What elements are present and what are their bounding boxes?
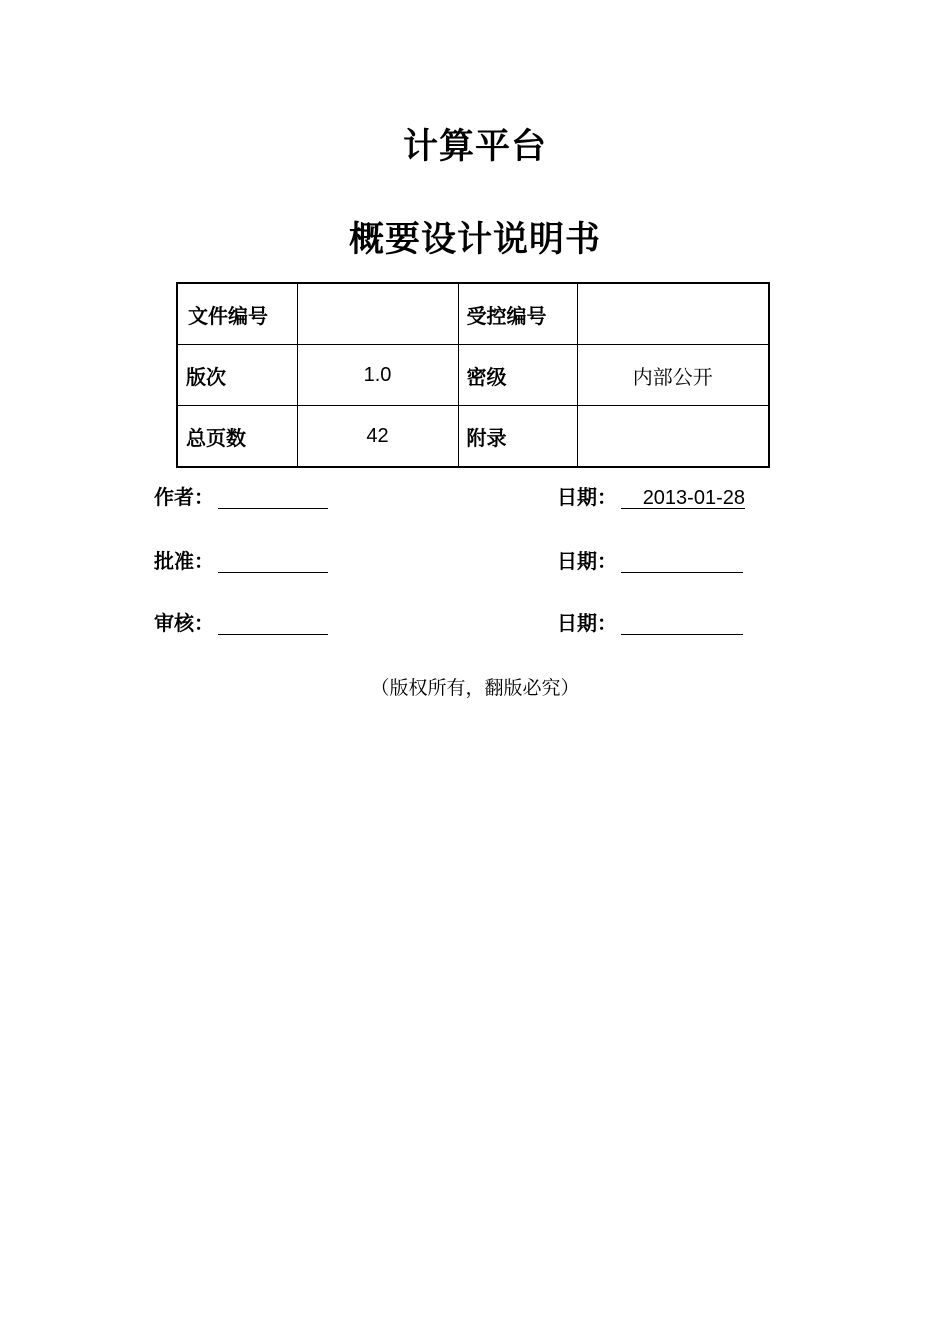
review-label: 审核： — [154, 611, 214, 635]
approve-date-label: 日期： — [557, 549, 617, 573]
security-level-value: 内部公开 — [577, 345, 769, 406]
approve-date-line — [621, 550, 743, 573]
total-pages-value: 42 — [297, 406, 458, 468]
security-level-label: 密级 — [458, 345, 577, 406]
author-label: 作者： — [154, 485, 214, 509]
control-number-value — [577, 283, 769, 345]
review-date-line — [621, 612, 743, 635]
appendix-label: 附录 — [458, 406, 577, 468]
copyright-notice: （版权所有，翻版必究） — [370, 677, 580, 699]
table-row — [177, 406, 769, 468]
document-subtitle: 概要设计说明书 — [348, 220, 601, 260]
appendix-value — [577, 406, 769, 468]
review-line — [218, 612, 328, 635]
version-value: 1.0 — [297, 345, 458, 406]
approve-date-field — [557, 549, 743, 573]
author-date-value: 2013-01-28 — [621, 486, 745, 509]
file-number-label: 文件编号 — [177, 283, 297, 345]
author-line — [218, 486, 328, 509]
review-date-field — [557, 611, 743, 635]
approve-label: 批准： — [154, 549, 214, 573]
author-field — [154, 485, 328, 509]
table-row — [177, 345, 769, 406]
review-date-label: 日期： — [557, 611, 617, 635]
document-info-table — [176, 282, 770, 468]
version-label: 版次 — [177, 345, 297, 406]
author-date-label: 日期： — [557, 485, 617, 509]
table-row — [177, 283, 769, 345]
review-field — [154, 611, 328, 635]
approve-field — [154, 549, 328, 573]
document-title: 计算平台 — [402, 127, 547, 167]
author-date-field — [557, 485, 745, 509]
approve-line — [218, 550, 328, 573]
total-pages-label: 总页数 — [177, 406, 297, 468]
control-number-label: 受控编号 — [458, 283, 577, 345]
file-number-value — [297, 283, 458, 345]
